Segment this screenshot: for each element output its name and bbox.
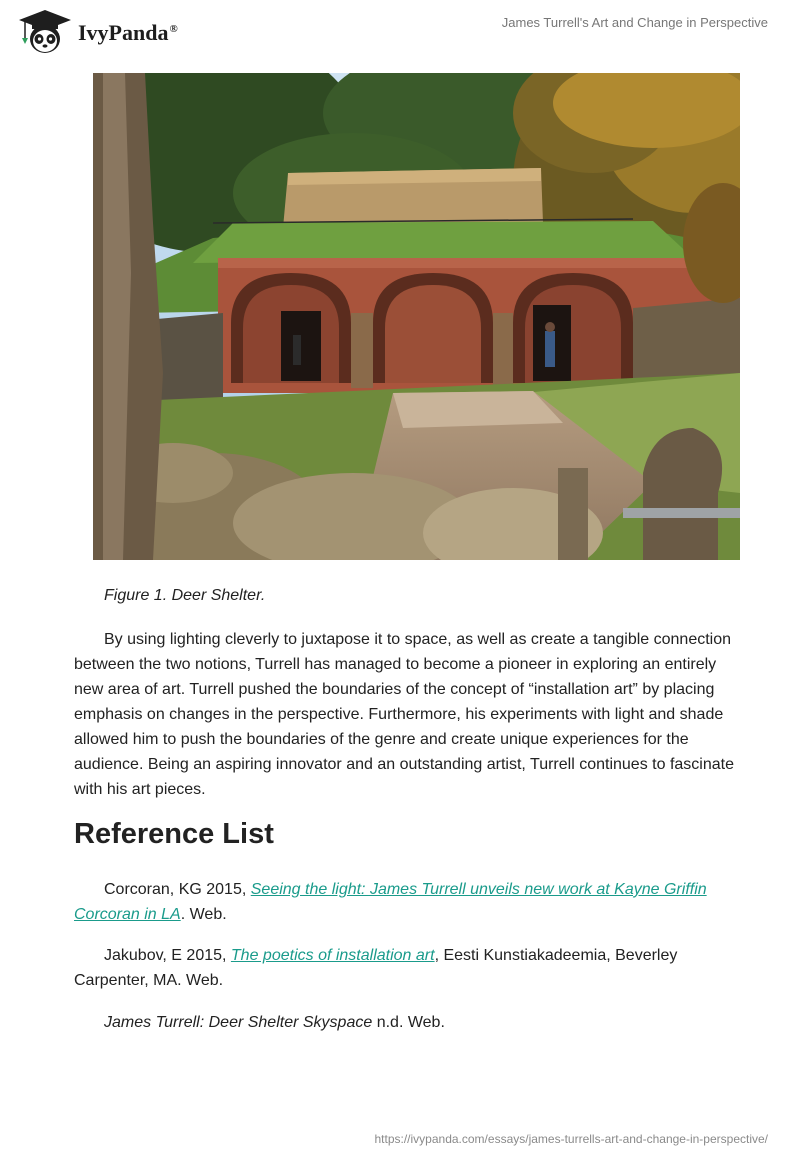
- body-paragraph: By using lighting cleverly to juxtapose it to space, as well as create a tangible connection between the two notions, Turrell has managed to become a pioneer in exploring an entirely new area of art. Turrell pushed the boundaries of the concept of “installation art” by placing emphasis on changes in the perspective. Furthermore, his experiments with light and shade allowed him to push the boundaries of the genre and create unique experiences for the audience. Being an aspiring innovator and an outstanding artist, Turrell continues to fascinate with his art pieces.: [74, 631, 734, 798]
- reference-item: [74, 877, 734, 927]
- panda-graduate-icon: [15, 8, 75, 56]
- brand-name: IvyPanda®: [78, 20, 178, 45]
- reference-prefix: Corcoran, KG 2015,: [104, 881, 251, 898]
- figure-caption: Figure 1. Deer Shelter.: [104, 587, 266, 604]
- brand-logo[interactable]: [15, 8, 178, 56]
- document-title: James Turrell's Art and Change in Perspective: [501, 15, 768, 30]
- deer-shelter-photo: [93, 73, 740, 560]
- reference-link[interactable]: Seeing the light: James Turrell unveils new work at Kayne Griffin Corcoran in LA: [74, 881, 707, 923]
- reference-item: [74, 1010, 734, 1035]
- reference-suffix: , Eesti Kunstiakadeemia, Beverley Carpenter, MA. Web.: [74, 947, 678, 989]
- reference-title: James Turrell: Deer Shelter Skyspace: [104, 1014, 373, 1031]
- source-url[interactable]: https://ivypanda.com/essays/james-turrells-art-and-change-in-perspective/: [374, 1132, 768, 1146]
- page-header: [0, 0, 800, 62]
- reference-item: [74, 943, 734, 993]
- reference-suffix: n.d. Web.: [372, 1014, 445, 1031]
- reference-suffix: . Web.: [180, 906, 227, 923]
- reference-list-title: Reference List: [74, 818, 274, 850]
- reference-link[interactable]: The poetics of installation art: [230, 947, 435, 964]
- reference-prefix: Jakubov, E 2015,: [104, 947, 231, 964]
